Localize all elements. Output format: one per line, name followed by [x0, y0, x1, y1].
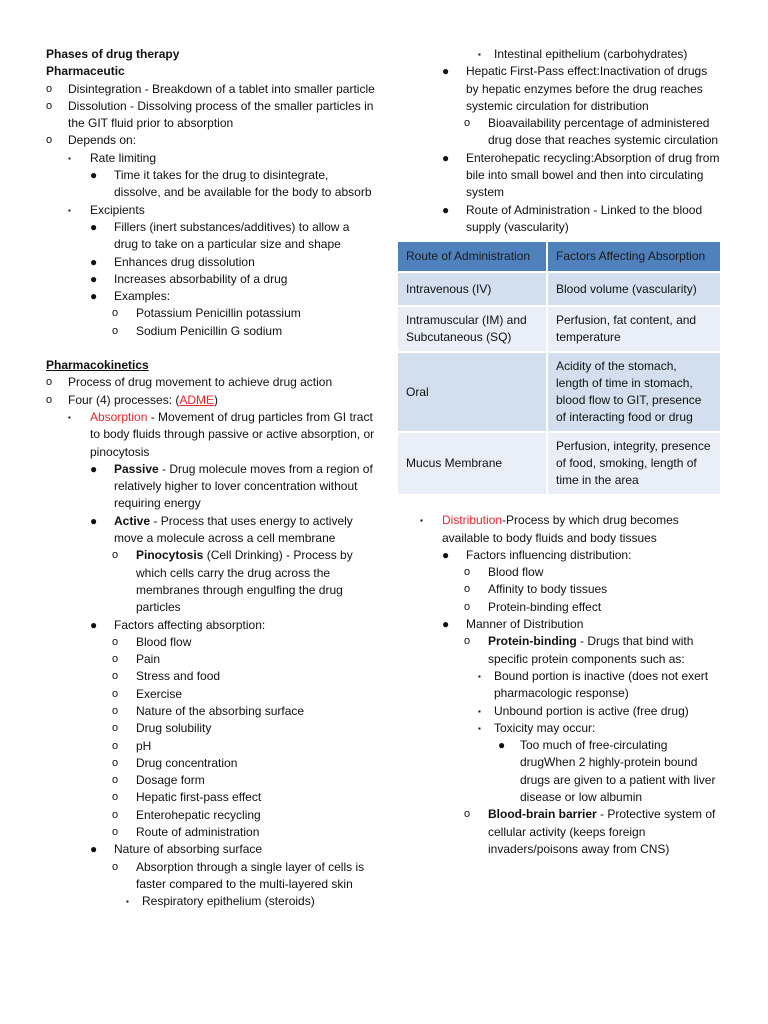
text-run: Enterohepatic recycling — [136, 807, 261, 822]
circle-bullet-icon: o — [46, 99, 53, 112]
text-run: Stress and food — [136, 669, 221, 684]
text-run: Protein-binding effect — [488, 599, 602, 614]
outline-item — [46, 409, 376, 461]
spacer — [46, 340, 376, 357]
right-top-list — [398, 46, 720, 236]
circle-bullet-icon: o — [112, 791, 119, 804]
outline-item — [398, 46, 720, 63]
outline-item — [46, 305, 376, 322]
text-run: Affinity to body tissues — [488, 582, 608, 597]
circle-bullet-icon: o — [112, 756, 119, 769]
outline-item — [46, 167, 376, 202]
outline-item — [46, 392, 376, 409]
circle-bullet-icon: o — [112, 860, 119, 873]
dot-bullet-icon: ● — [442, 150, 450, 165]
text-run: Toxicity may occur: — [494, 720, 596, 735]
table-cell-factors: Perfusion, fat content, and temperature — [547, 306, 720, 352]
text-run: Absorption through a single layer of cells is faster compared to the multi-layered skin — [136, 859, 365, 891]
text-run: Nature of the absorbing surface — [136, 703, 305, 718]
text-run: Manner of Distribution — [466, 617, 584, 632]
text-run: Too much of free-circulating drugWhen 2 highly-protein bound drugs are given to a patient with liver disease or low albumin — [520, 738, 716, 805]
text-run: Protein-binding — [488, 634, 577, 649]
text-run: Pharmacokinetics — [46, 358, 149, 373]
table-header-route: Route of Administration — [398, 242, 547, 272]
circle-bullet-icon: o — [112, 774, 119, 787]
outline-item — [46, 859, 376, 894]
circle-bullet-icon: o — [112, 826, 119, 839]
text-run: Enterohepatic recycling:Absorption of drug from bile into small bowel and then into circulating system — [466, 150, 720, 200]
text-run: Time it takes for the drug to disintegrate, dissolve, and be available for the body to absorb — [114, 168, 372, 200]
text-run: Hepatic First-Pass effect:Inactivation of drugs by hepatic enzymes before the drug reaches systemic circulation for distribution — [466, 64, 708, 113]
text-run: (Cell Drinking) - Process by which cells carry the drug across the membranes through engulfing the drug particles — [136, 548, 353, 615]
text-run: Nature of absorbing surface — [114, 842, 263, 857]
dot-bullet-icon: ● — [90, 254, 98, 269]
outline-item — [46, 755, 376, 772]
dot-bullet-icon: ● — [90, 219, 98, 234]
square-bullet-icon: ▪ — [478, 706, 481, 716]
text-run: Pain — [136, 652, 161, 667]
outline-item — [46, 807, 376, 824]
circle-bullet-icon: o — [112, 722, 119, 735]
outline-item — [46, 63, 376, 80]
table-cell-route: Intramuscular (IM) and Subcutaneous (SQ) — [398, 306, 547, 352]
outline-item — [398, 202, 720, 237]
text-run: Factors influencing distribution: — [466, 547, 632, 562]
text-run: - Movement of drug particles from GI tract to body fluids through passive or active absorption, or pinocytosis — [90, 409, 375, 459]
square-bullet-icon: ▪ — [478, 723, 481, 733]
table-header-row — [398, 242, 720, 272]
outline-item — [398, 720, 720, 737]
outline-item — [46, 81, 376, 98]
square-bullet-icon: ▪ — [420, 516, 423, 526]
circle-bullet-icon: o — [46, 393, 53, 406]
text-run: - Drug molecule moves from a region of relatively higher to lover concentration without requiring energy — [114, 461, 373, 511]
text-run: Respiratory epithelium (steroids) — [142, 894, 315, 909]
square-bullet-icon: ▪ — [68, 205, 71, 215]
text-run: Unbound portion is active (free drug) — [494, 703, 689, 718]
text-run: Drug concentration — [136, 755, 238, 770]
route-absorption-table — [398, 242, 720, 494]
outline-item — [46, 703, 376, 720]
outline-item — [46, 634, 376, 651]
dot-bullet-icon: ● — [90, 842, 98, 857]
circle-bullet-icon: o — [112, 653, 119, 666]
text-run: Intestinal epithelium (carbohydrates) — [494, 47, 688, 61]
text-run: Sodium Penicillin G sodium — [136, 323, 283, 338]
outline-item — [398, 512, 720, 547]
text-run: Bioavailability percentage of administered drug dose that reaches systemic circulation — [488, 116, 719, 148]
outline-item — [398, 737, 720, 806]
outline-item — [46, 357, 376, 374]
outline-item — [398, 547, 720, 564]
outline-item — [46, 893, 376, 910]
text-run: Passive — [114, 461, 159, 476]
circle-bullet-icon: o — [464, 566, 471, 579]
text-run: Drug solubility — [136, 721, 212, 736]
text-run: ADME — [179, 392, 215, 407]
outline-item — [46, 720, 376, 737]
outline-item — [398, 806, 720, 858]
outline-item — [398, 668, 720, 703]
text-run: Phases of drug therapy — [46, 47, 180, 61]
outline-item — [46, 789, 376, 806]
text-run: Pharmaceutic — [46, 64, 125, 79]
outline-item — [46, 617, 376, 634]
square-bullet-icon: ▪ — [68, 153, 71, 163]
text-run: Enhances drug dissolution — [114, 254, 255, 269]
circle-bullet-icon: o — [464, 808, 471, 821]
square-bullet-icon: ▪ — [478, 50, 481, 59]
outline-item — [46, 323, 376, 340]
text-run: Hepatic first-pass effect — [136, 790, 262, 805]
dot-bullet-icon: ● — [90, 513, 98, 528]
circle-bullet-icon: o — [46, 82, 53, 95]
outline-item — [398, 703, 720, 720]
circle-bullet-icon: o — [464, 600, 471, 613]
outline-item — [46, 772, 376, 789]
text-run: Dosage form — [136, 773, 205, 788]
dot-bullet-icon: ● — [90, 168, 98, 183]
text-run: Excipients — [90, 202, 145, 217]
dot-bullet-icon: ● — [498, 738, 506, 753]
left-column — [46, 46, 376, 911]
outline-item — [46, 513, 376, 548]
circle-bullet-icon: o — [112, 635, 119, 648]
outline-item — [398, 599, 720, 616]
circle-bullet-icon: o — [112, 549, 119, 562]
text-run: Fillers (inert substances/additives) to allow a drug to take on a particular size and shape — [114, 219, 350, 252]
table-row — [398, 432, 720, 494]
outline-item — [46, 150, 376, 167]
circle-bullet-icon: o — [112, 808, 119, 821]
text-run: Blood-brain barrier — [488, 807, 597, 822]
table-row — [398, 352, 720, 432]
text-run: - Protective system of cellular activity (keeps foreign invaders/poisons away from CNS) — [488, 807, 716, 856]
square-bullet-icon: ▪ — [126, 897, 129, 907]
table-cell-route: Intravenous (IV) — [398, 272, 547, 306]
text-run: Process of drug movement to achieve drug action — [68, 375, 333, 390]
dot-bullet-icon: ● — [90, 271, 98, 286]
table-cell-route: Oral — [398, 352, 547, 432]
outline-item — [46, 841, 376, 858]
table-cell-factors: Acidity of the stomach, length of time in stomach, blood flow to GIT, presence of interacting food or drug — [547, 352, 720, 432]
text-run: Depends on: — [68, 133, 137, 148]
text-run: Factors affecting absorption: — [114, 617, 266, 632]
text-run: Pinocytosis — [136, 548, 204, 563]
table-cell-factors: Perfusion, integrity, presence of food, smoking, length of time in the area — [547, 432, 720, 494]
text-run: Blood flow — [136, 634, 192, 649]
text-run: Exercise — [136, 686, 183, 701]
outline-item — [398, 63, 720, 115]
text-run: Increases absorbability of a drug — [114, 271, 288, 286]
outline-item — [46, 132, 376, 149]
dot-bullet-icon: ● — [442, 617, 450, 632]
circle-bullet-icon: o — [112, 670, 119, 683]
text-run: Blood flow — [488, 565, 544, 580]
text-run: Potassium Penicillin potassium — [136, 306, 301, 321]
dot-bullet-icon: ● — [90, 461, 98, 476]
text-run: - Drugs that bind with specific protein components such as: — [488, 634, 694, 666]
outline-item — [46, 219, 376, 254]
circle-bullet-icon: o — [464, 635, 471, 648]
right-bottom-list — [398, 512, 720, 858]
outline-item — [398, 581, 720, 598]
table-header-factors: Factors Affecting Absorption — [547, 242, 720, 272]
outline-item — [46, 288, 376, 305]
circle-bullet-icon: o — [112, 739, 119, 752]
circle-bullet-icon: o — [112, 307, 119, 320]
table-row — [398, 272, 720, 306]
outline-item — [46, 824, 376, 841]
outline-item — [398, 150, 720, 202]
dot-bullet-icon: ● — [90, 617, 98, 632]
text-run: - Process that uses energy to actively move a molecule across a cell membrane — [114, 513, 353, 546]
outline-item — [398, 633, 720, 668]
circle-bullet-icon: o — [464, 583, 471, 596]
text-run: Distribution — [442, 513, 503, 528]
outline-item — [398, 564, 720, 581]
text-run: pH — [136, 738, 152, 753]
text-run: Route of Administration - Linked to the blood supply (vascularity) — [466, 202, 703, 234]
outline-item — [46, 202, 376, 219]
outline-item — [46, 668, 376, 685]
outline-item — [46, 651, 376, 668]
square-bullet-icon: ▪ — [478, 671, 481, 681]
text-run: Dissolution - Dissolving process of the smaller particles in the GIT fluid prior to absorption — [68, 98, 374, 131]
text-run: Four (4) processes: ( — [68, 392, 180, 407]
outline-item — [398, 616, 720, 633]
table-cell-route: Mucus Membrane — [398, 432, 547, 494]
outline-item — [46, 738, 376, 755]
circle-bullet-icon: o — [46, 376, 53, 389]
circle-bullet-icon: o — [112, 687, 119, 700]
outline-item — [46, 686, 376, 703]
outline-item — [46, 46, 376, 63]
outline-item — [46, 547, 376, 616]
dot-bullet-icon: ● — [442, 64, 450, 79]
outline-item — [46, 271, 376, 288]
dot-bullet-icon: ● — [442, 202, 450, 217]
text-run: Bound portion is inactive (does not exert pharmacologic response) — [494, 668, 709, 701]
text-run: Disintegration - Breakdown of a tablet into smaller particle — [68, 81, 375, 96]
square-bullet-icon: ▪ — [68, 412, 71, 422]
circle-bullet-icon: o — [112, 324, 119, 337]
dot-bullet-icon: ● — [442, 547, 450, 562]
right-column — [398, 46, 720, 858]
outline-item — [398, 115, 720, 150]
text-run: Rate limiting — [90, 150, 157, 165]
text-run: Examples: — [114, 289, 171, 304]
outline-item — [46, 254, 376, 271]
circle-bullet-icon: o — [46, 134, 53, 147]
circle-bullet-icon: o — [112, 704, 119, 717]
text-run: Absorption — [90, 409, 148, 424]
text-run: Route of administration — [136, 825, 260, 840]
text-run: Active — [114, 513, 151, 528]
table-row — [398, 306, 720, 352]
circle-bullet-icon: o — [464, 117, 471, 130]
text-run: -Process by which drug becomes available to body fluids and body tissues — [442, 513, 679, 545]
outline-item — [46, 98, 376, 133]
table-cell-factors: Blood volume (vascularity) — [547, 272, 720, 306]
text-run: ) — [214, 392, 219, 407]
outline-item — [46, 461, 376, 513]
outline-item — [46, 374, 376, 391]
dot-bullet-icon: ● — [90, 289, 98, 304]
